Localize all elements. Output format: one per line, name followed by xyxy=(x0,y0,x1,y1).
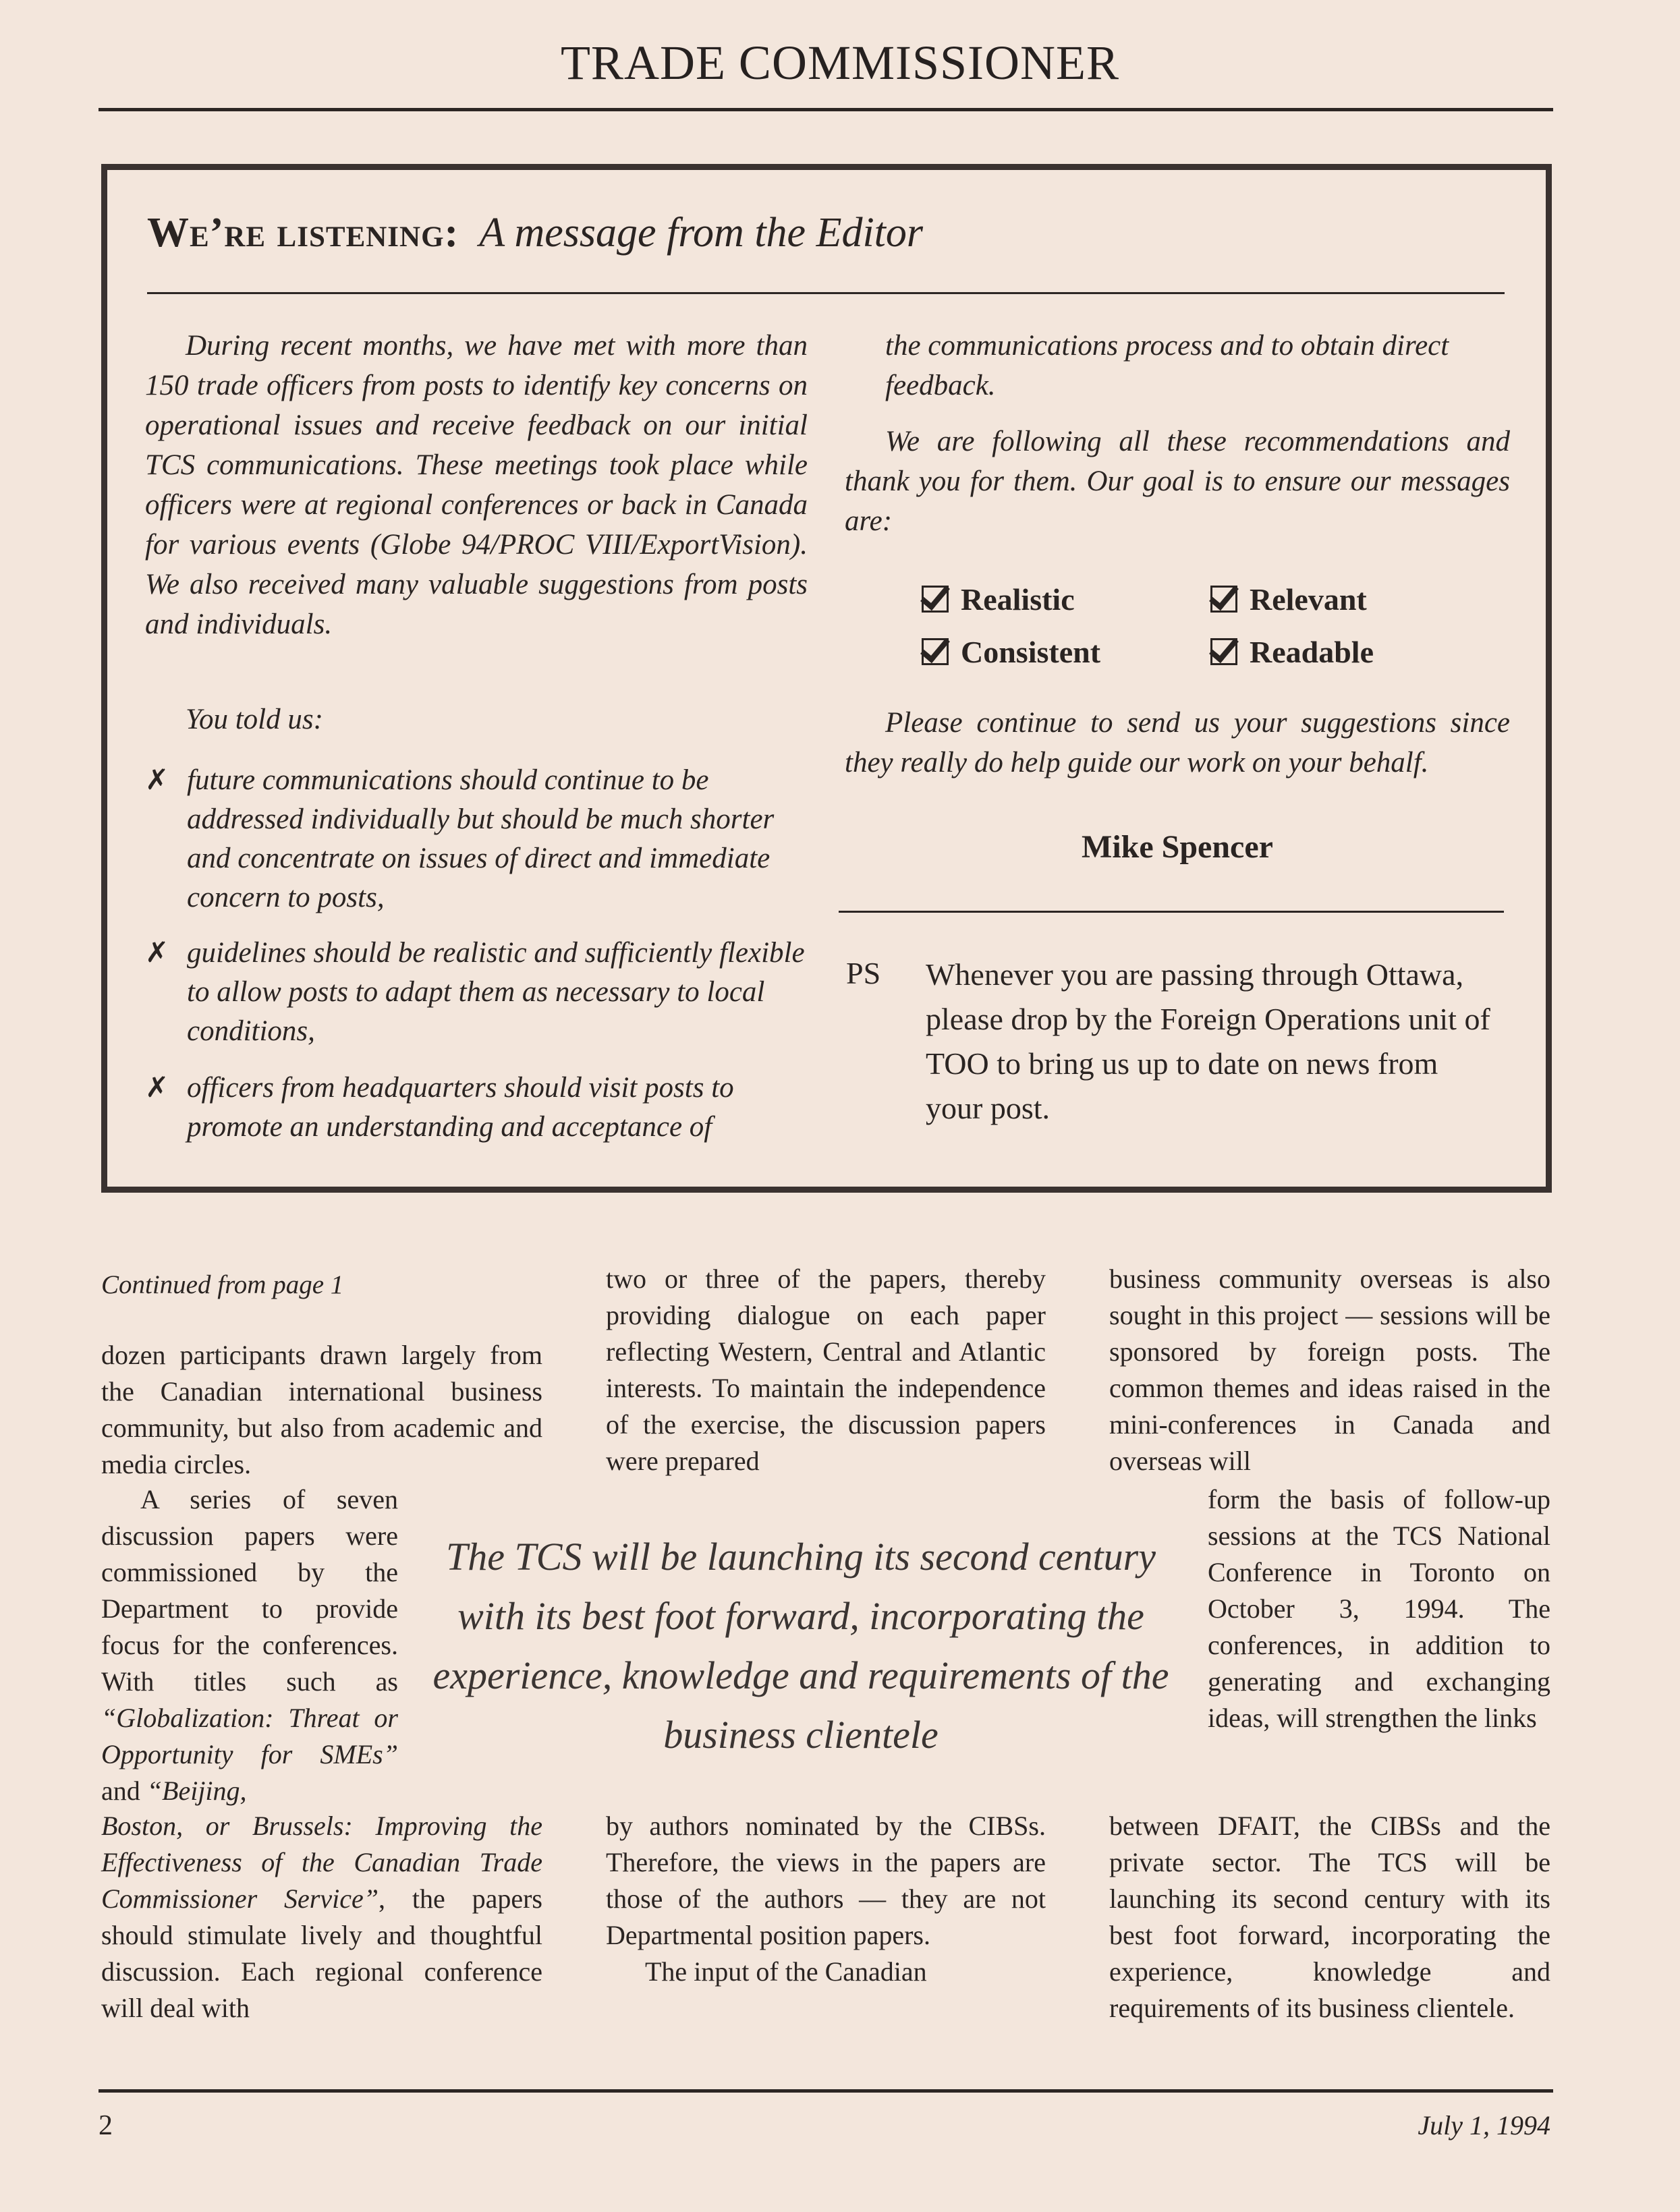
article-col3-text: business community overseas is also sought in this project — sessions will be sponsored by foreign posts. The common themes and ideas raised in the mini-conferences in Canada and overseas will xyxy=(1109,1264,1550,1476)
paper-title: “Beijing, xyxy=(146,1776,247,1806)
check-consistent xyxy=(922,634,1100,670)
box-heading-lead: We’re listening: xyxy=(147,210,459,256)
checkbox-checked-icon xyxy=(922,586,949,613)
x-mark-icon: ✗ xyxy=(145,765,169,796)
checkbox-checked-icon xyxy=(1210,638,1237,665)
checkbox-checked-icon xyxy=(1210,586,1237,613)
check-label: Readable xyxy=(1250,635,1374,669)
paper-title: Boston, or Brussels: Improving the Effectiveness of the Canadian Trade Commissioner Service” xyxy=(101,1811,542,1914)
feedback-item-text: officers from headquarters should visit posts to promote an understanding and acceptance of xyxy=(187,1072,734,1143)
paper-title: “Globalization: Threat or Opportunity for SMEs” xyxy=(101,1703,398,1769)
box-heading xyxy=(147,209,923,257)
check-relevant xyxy=(1210,582,1367,617)
box-heading-subtitle: A message from the Editor xyxy=(479,210,924,256)
continued-item-text: the communications process and to obtain direct feedback. xyxy=(885,330,1449,401)
checkbox-checked-icon xyxy=(922,638,949,665)
article-col2-text xyxy=(606,1808,1046,1990)
feedback-item xyxy=(145,1069,808,1147)
intro-paragraph: During recent months, we have met with more than 150 trade officers from posts to identify key concerns on operational issues and receive feedback on our initial TCS communications. These meetings took place while officers were at regional conferences or back in Canada for various events (Globe 94/PROC VIII/ExportVision). We also received many valuable suggestions from posts and individuals. xyxy=(145,330,808,640)
article-col3-text: between DFAIT, the CIBSs and the private sector. The TCS will be launching its second century with its best foot forward, incorporating the experience, knowledge and requirements of its business clientele. xyxy=(1109,1811,1550,2023)
x-mark-icon: ✗ xyxy=(145,1073,169,1104)
article-text-span: The input of the Canadian xyxy=(645,1956,927,1987)
article-col1-text: dozen participants drawn largely from the Canadian international business community, but also from academic and media circles. xyxy=(101,1340,542,1479)
header-rule xyxy=(99,108,1553,111)
editor-signature: Mike Spencer xyxy=(1082,829,1273,865)
feedback-item-text: guidelines should be realistic and sufficiently flexible to allow posts to adapt them as necessary to local conditions, xyxy=(187,937,805,1047)
check-realistic xyxy=(922,582,1075,617)
pull-quote: The TCS will be launching its second century with its best foot forward, incorporating the experience, knowledge and requirements of the business clientele xyxy=(432,1535,1169,1757)
check-label: Consistent xyxy=(961,635,1101,669)
suggestions-paragraph: Please continue to send us your suggestions since they really do help guide our work on your behalf. xyxy=(845,707,1510,778)
article-col1-text xyxy=(101,1808,542,2026)
recommendations-paragraph: We are following all these recommendations and thank you for them. Our goal is to ensure our messages are: xyxy=(845,426,1510,537)
check-label: Realistic xyxy=(961,582,1075,617)
page-number: 2 xyxy=(99,2110,113,2141)
ps-label: PS xyxy=(846,956,881,990)
article-col2-text: two or three of the papers, thereby providing dialogue on each paper reflecting Western, Central and Atlantic interests. To maintain the independence of the exercise, the discussion papers were prepared xyxy=(606,1264,1046,1476)
x-mark-icon: ✗ xyxy=(145,938,169,969)
article-col3-text: form the basis of follow-up sessions at the TCS National Conference in Toronto on October 3, 1994. The conferences, in addition to generating and exchanging ideas, will strengthen the links xyxy=(1208,1484,1550,1733)
feedback-item-text: future communications should continue to be addressed individually but should be much shorter and concentrate on issues of direct and immediate concern to posts, xyxy=(187,764,775,913)
article-text-span: A series of seven discussion papers were commissioned by the Department to provide focus for the conferences. With titles such as xyxy=(101,1484,398,1697)
article-text-span: by authors nominated by the CIBSs. Therefore, the views in the papers are those of the authors — they are not Departmental position papers. xyxy=(606,1811,1046,1950)
feedback-item xyxy=(145,761,808,917)
ps-text: Whenever you are passing through Ottawa, please drop by the Foreign Operations unit of TOO to bring us up to date on news from your post. xyxy=(926,957,1490,1125)
masthead: TRADE COMMISSIONER xyxy=(560,36,1120,90)
feedback-item xyxy=(145,934,808,1051)
check-readable xyxy=(1210,634,1374,670)
article-text-span: , the papers should stimulate lively and thoughtful discussion. Each regional conference will deal with xyxy=(101,1883,543,2023)
footer-rule xyxy=(99,2089,1553,2093)
check-label: Relevant xyxy=(1250,582,1367,617)
you-told-us-label: You told us: xyxy=(186,704,323,735)
article-col1-text xyxy=(101,1481,398,1809)
issue-date: July 1, 1994 xyxy=(1418,2110,1550,2140)
article-text-span: and xyxy=(101,1776,147,1806)
continued-from-label: Continued from page 1 xyxy=(101,1270,344,1299)
ps-rule xyxy=(839,911,1504,913)
box-heading-rule xyxy=(147,292,1505,294)
